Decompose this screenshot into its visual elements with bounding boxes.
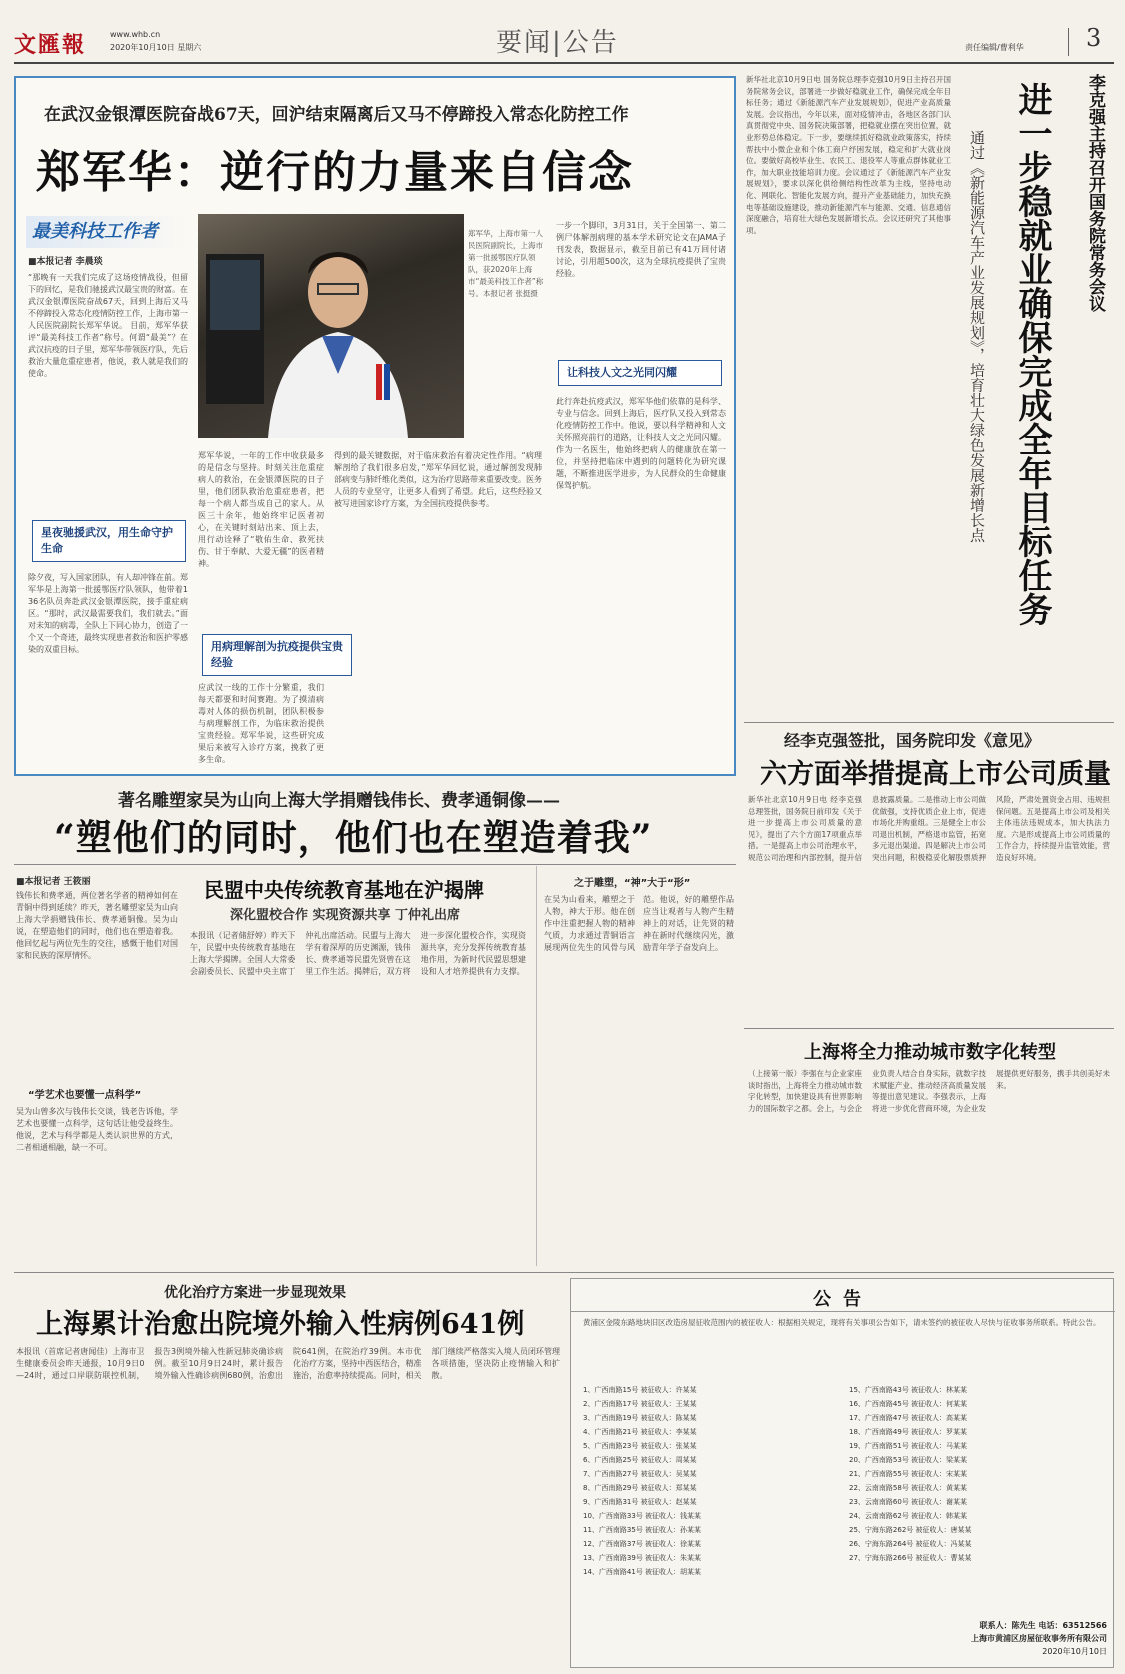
list-item: 10、广西南路33号 被征收人：钱某某 — [583, 1512, 702, 1520]
list-item: 26、宁海东路264号 被征收人：冯某某 — [849, 1540, 972, 1548]
notice-list-left — [583, 1383, 839, 1613]
list-item: 9、广西南路31号 被征收人：赵某某 — [583, 1498, 697, 1506]
notice-intro: 黄浦区金陵东路地块旧区改造房屋征收范围内的被征收人：根据相关规定，现将有关事项公告如下，请未签约的被征收人尽快与征收事务所联系。特此公告。 — [583, 1318, 1101, 1327]
masthead-page-number: 3 — [1086, 24, 1102, 52]
sculptor-byline: ■本报记者 王筱丽 — [16, 877, 91, 887]
minmeng-body: 本报讯（记者储舒婷）昨天下午，民盟中央传统教育基地在上海大学揭牌。全国人大常委会副委员长、民盟中央主席丁仲礼出席活动。民盟与上海大学有着深厚的历史渊源，钱伟长、费孝通等民盟先贤曾在这里工作生活。揭牌后，双方将进一步深化盟校合作，实现资源共享，充分发挥传统教育基地作用，为新时代民盟思想建设和人才培养提供有力支撑。 — [190, 931, 526, 976]
masthead-section: 要闻|公告 — [496, 28, 619, 58]
securities-headline: 六方面举措提高上市公司质量 — [760, 759, 1111, 790]
covid-headline: 上海累计治愈出院境外输入性病例641例 — [36, 1309, 525, 1340]
list-item: 16、广西南路45号 被征收人：何某某 — [849, 1400, 968, 1408]
photo-caption: 郑军华，上海市第一人民医院副院长，上海市第一批援鄂医疗队领队，获2020年上海市“最美科技工作者”称号。本报记者 张挺摄 — [468, 229, 544, 298]
list-item: 12、广西南路37号 被征收人：徐某某 — [583, 1540, 702, 1548]
digital-body: （上接第一版）李强在与企业家座谈时指出，上海将全力推动城市数字化转型，加快建设具有世界影响力的国际数字之都。会上，与会企业负责人结合自身实际，就数字技术赋能产业、推动经济高质量发展等提出意见建议。李强表示，上海将进一步优化营商环境，为企业发展提供更好服务，携手共创美好未来。 — [748, 1069, 1110, 1113]
list-item: 5、广西南路23号 被征收人：张某某 — [583, 1442, 697, 1450]
list-item: 13、广西南路39号 被征收人：朱某某 — [583, 1554, 702, 1562]
notice-title: 公告 — [813, 1289, 873, 1310]
digital-headline: 上海将全力推动城市数字化转型 — [804, 1042, 1056, 1063]
masthead-editor: 责任编辑/曹利华 — [965, 43, 1024, 52]
list-item: 6、广西南路25号 被征收人：周某某 — [583, 1456, 697, 1464]
covid-story — [14, 1278, 562, 1668]
list-item: 14、广西南路41号 被征收人：胡某某 — [583, 1568, 702, 1576]
list-item: 7、广西南路27号 被征收人：吴某某 — [583, 1470, 697, 1478]
securities-overline: 经李克强签批，国务院印发《意见》 — [784, 731, 1041, 750]
notice-contact: 联系人：陈先生 电话：63512566 — [979, 1621, 1107, 1630]
list-item: 2、广西南路17号 被征收人：王某某 — [583, 1400, 697, 1408]
masthead-site: www.whb.cn — [110, 30, 161, 39]
lead-headline: 郑军华：逆行的力量来自信念 — [36, 147, 634, 198]
notice-footer — [871, 1619, 1107, 1658]
covid-body: 本报讯（首席记者唐闻佳）上海市卫生健康委员会昨天通报，10月9日0—24时，通过口岸联防联控机制，报告3例境外输入性新冠肺炎确诊病例。截至10月9日24时，累计报告境外输入性确诊病例680例，治愈出院641例，在院治疗39例。本市优化治疗方案，坚持中西医结合，精准施治，治愈率持续提高。同时，相关部门继续严格落实入境人员闭环管理各项措施，坚决防止疫情输入和扩散。 — [16, 1347, 560, 1380]
sculptor-subtitle2: 之于雕塑，“神”大于“形” — [574, 878, 691, 889]
state-council-headline: 进一步稳就业确保完成全年目标任务 — [1012, 82, 1052, 626]
notice-list-right — [849, 1383, 1105, 1613]
notice-issuer: 上海市黄浦区房屋征收事务所有限公司 — [971, 1634, 1107, 1643]
lead-col4-text: 一步一个脚印，3月31日，关于全国第一、第二例尸体解剖病理的基本学术研究论文在JAMA子刊发表，数据显示，截至目前已有41万回付诸讨论，引用超500次，这为全球抗疫提供了宝贵经验。 — [556, 221, 726, 278]
lead-story-frame — [14, 76, 736, 776]
sculptor-headline: “塑他们的同时，他们也在塑造着我” — [54, 817, 653, 859]
portrait-photo — [198, 214, 464, 438]
lead-col1-text: “那晚有一天我们完成了这场疫情战役，但留下的回忆，是我们驰援武汉最宝贵的财富。在武汉金银潭医院奋战67天，回到上海后又马不停蹄投入常态化疫情防控工作，上海市第一人民医院副院长郑军华说。 目前，郑军华获评“最美科技工作者”称号。何谓“最美”？在武汉抗疫的日子里，郑军华带领医疗队，先后救治大量危重症患者，他说，救人就是我们的使命。 — [28, 273, 188, 378]
lead-col4b-text: 此行奔赴抗疫武汉，郑军华他们依靠的是科学、专业与信念。回到上海后，医疗队又投入到常态化疫情防控工作中。他说，要以科学精神和人文关怀照亮前行的道路，让科技人文之光同闪耀。作为一名医生，他始终把病人的健康放在第一位，并坚持把临床中遇到的问题转化为研究课题，不断推进医学进步，为人民群众的生命健康保驾护航。 — [556, 397, 726, 490]
list-item: 8、广西南路29号 被征收人：郑某某 — [583, 1484, 697, 1492]
state-council-subhead: 通过《新能源汽车产业发展规划》，培育壮大绿色发展新增长点 — [968, 130, 986, 543]
list-item: 19、广西南路51号 被征收人：马某某 — [849, 1442, 968, 1450]
state-council-overline: 李克强主持召开国务院常务会议 — [1085, 74, 1105, 312]
list-item: 23、云南南路60号 被征收人：谢某某 — [849, 1498, 968, 1506]
list-item: 22、云南南路58号 被征收人：黄某某 — [849, 1484, 968, 1492]
sculptor-body1b: 吴为山曾多次与钱伟长交谈，钱老告诉他，学艺术也要懂一点科学，这句话让他受益终生。他说，艺术与科学都是人类认识世界的方式，二者相通相融，缺一不可。 — [16, 1107, 178, 1152]
securities-body: 新华社北京10月9日电 经李克强总理签批，国务院日前印发《关于进一步提高上市公司质量的意见》，提出了六个方面17项重点举措。一是提高上市公司治理水平，规范公司治理和内部控制，提升信息披露质量。二是推动上市公司做优做强，支持优质企业上市，促进市场化并购重组。三是健全上市公司退出机制，严格退市监管，拓宽多元退出渠道。四是解决上市公司突出问题，积极稳妥化解股票质押风险，严肃处置资金占用、违规担保问题。五是提高上市公司及相关主体违法违规成本，加大执法力度。六是形成提高上市公司质量的工作合力，持续提升监管效能，营造良好环境。 — [748, 795, 1110, 862]
sculptor-kicker: 著名雕塑家吴为山向上海大学捐赠钱伟长、费孝通铜像—— — [118, 791, 560, 811]
doctor-illustration-icon — [198, 214, 464, 438]
state-council-story — [744, 70, 1114, 720]
lead-col2b-text: 应武汉一线的工作十分繁重，我们每天都要和时间赛跑。为了摸清病毒对人体的损伤机制，团队积极参与病理解剖工作，为临床救治提供宝贵经验。郑军华说，这些研究成果后来被写入诊疗方案，挽救了更多生命。 — [198, 683, 324, 764]
lead-kicker: 在武汉金银潭医院奋战67天，回沪结束隔离后又马不停蹄投入常态化防控工作 — [44, 105, 629, 125]
subhead-box-3: 让科技人文之光同闪耀 — [558, 360, 722, 386]
digital-story — [744, 1032, 1114, 1268]
list-item: 15、广西南路43号 被征收人：林某某 — [849, 1386, 968, 1394]
list-item: 18、广西南路49号 被征收人：罗某某 — [849, 1428, 968, 1436]
notice-box — [570, 1278, 1114, 1668]
subhead-box-2: 用病理解剖为抗疫提供宝贵经验 — [202, 634, 352, 676]
lead-col1b-text: 除夕夜，写入国家团队，有人却冲锋在前。郑军华是上海第一批援鄂医疗队领队，他带着136名队员奔赴武汉金银潭医院，接手重症病区。“那时，武汉最需要我们，我们就去。”面对未知的病毒，全队上下同心协力，创造了一个又一个奇迹，最终实现患者救治和医护零感染的双重目标。 — [28, 573, 188, 654]
list-item: 21、广西南路55号 被征收人：宋某某 — [849, 1470, 968, 1478]
sculptor-body1: 钱伟长和费孝通，两位著名学者的精神如何在青铜中得到延续？昨天，著名雕塑家吴为山向上海大学捐赠钱伟长、费孝通铜像。吴为山说，在塑造他们的同时，他们也在塑造着我。他回忆起与两位先生的交往，感慨于他们对国家和民族的深厚情怀。 — [16, 891, 178, 960]
column-tag: 最美科技工作者 — [26, 216, 188, 248]
list-item: 17、广西南路47号 被征收人：高某某 — [849, 1414, 968, 1422]
covid-kicker: 优化治疗方案进一步显现效果 — [164, 1285, 346, 1301]
minmeng-story — [190, 866, 526, 1266]
list-item: 3、广西南路19号 被征收人：陈某某 — [583, 1414, 697, 1422]
list-item: 24、云南南路62号 被征收人：韩某某 — [849, 1512, 968, 1520]
state-council-body: 新华社北京10月9日电 国务院总理李克强10月9日主持召开国务院常务会议，部署进一步做好稳就业工作，确保完成全年目标任务；通过《新能源汽车产业发展规划》，促进产业高质量发展。会议指出，今年以来，面对疫情冲击，各地区各部门认真贯彻党中央、国务院决策部署，把稳就业摆在突出位置，就业形势总体稳定。下一步，要继续抓好稳就业政策落实，持续帮扶中小微企业和个体工商户纾困发展，稳定和扩大就业岗位。要做好高校毕业生、农民工、退役军人等重点群体就业工作，加大职业技能培训力度。会议通过了《新能源汽车产业发展规划》，要求以深化供给侧结构性改革为主线，坚持电动化、网联化、智能化发展方向，提升产业基础能力，加快充换电等基础设施建设，推动新能源汽车与能源、交通、信息通信深度融合，培育壮大绿色发展新增长点。会议还研究了其他事项。 — [746, 75, 951, 235]
lead-byline: ■本报记者 李晨琰 — [28, 257, 103, 267]
sculptor-story — [14, 780, 736, 1270]
masthead-date: 2020年10月10日 星期六 — [110, 43, 202, 52]
sculptor-subtitle1: “学艺术也要懂一点科学” — [28, 1090, 142, 1101]
list-item: 27、宁海东路266号 被征收人：曹某某 — [849, 1554, 972, 1562]
list-item: 11、广西南路35号 被征收人：孙某某 — [583, 1526, 702, 1534]
securities-story — [744, 726, 1114, 1026]
subhead-box-1: 星夜驰援武汉，用生命守护生命 — [32, 520, 186, 562]
list-item: 1、广西南路15号 被征收人：许某某 — [583, 1386, 697, 1394]
lead-col2-text: 郑军华说，一年的工作中收获最多的是信念与坚持。时刻关注危重症病人的救治，在金银潭医院的日子里，他们团队救治危重症患者，把每一个病人都当成自己的家人。从医三十余年，他始终牢记医者初心，在关键时刻站出来、顶上去，用行动诠释了“敬佑生命、救死扶伤、甘于奉献、大爱无疆”的医者精神。 — [198, 451, 324, 568]
notice-date: 2020年10月10日 — [1042, 1647, 1107, 1656]
list-item: 4、广西南路21号 被征收人：李某某 — [583, 1428, 697, 1436]
masthead — [0, 0, 1125, 66]
list-item: 25、宁海东路262号 被征收人：唐某某 — [849, 1526, 972, 1534]
sculptor-body2: 在吴为山看来，雕塑之于人物，神大于形。他在创作中注重把握人物的精神气质，力求通过青铜语言展现两位先生的风骨与风范。他说，好的雕塑作品应当让观者与人物产生精神上的对话，让先贤的精神在新时代继续闪光，激励青年学子奋发向上。 — [544, 895, 734, 952]
masthead-logo: 文匯報 — [14, 32, 87, 58]
list-item: 20、广西南路53号 被征收人：梁某某 — [849, 1456, 968, 1464]
lead-col3-text: 得到的最关键数据，对于临床救治有着决定性作用。“病理解剖给了我们很多启发，”郑军华回忆说，通过解剖发现肺部病变与肺纤维化类似，这为治疗思路带来重要改变。医务人员的专业坚守，让更多人看到了希望。此后，这些经验又被写进国家诊疗方案，为全国抗疫提供参考。 — [334, 451, 542, 508]
minmeng-headline: 民盟中央传统教育基地在沪揭牌 — [204, 878, 484, 902]
minmeng-subhead: 深化盟校合作 实现资源共享 丁仲礼出席 — [230, 908, 461, 923]
